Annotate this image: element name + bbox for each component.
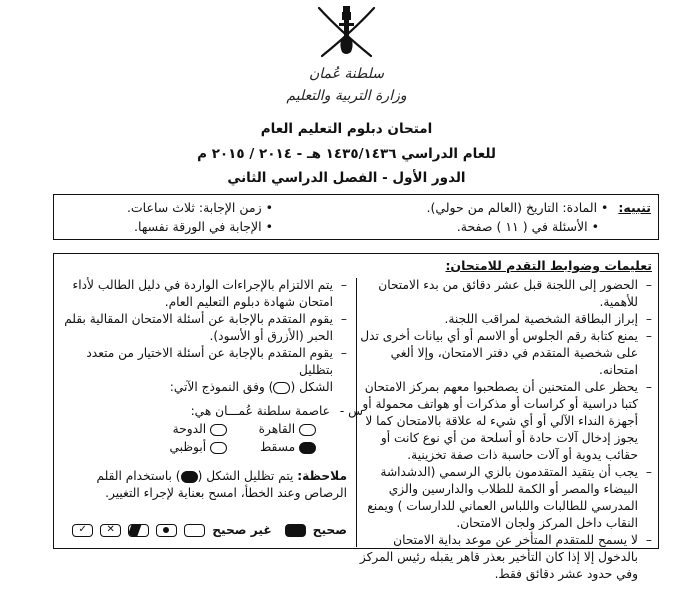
notice-pages: الأسئلة في ( ١١ ) صفحة. [456, 219, 588, 234]
incorrect-label: غير صحيح [212, 523, 272, 537]
sample-partial-dot-icon [156, 524, 177, 537]
sample-half-shaded-icon [128, 524, 149, 537]
notice-line-subject: تنبيه: • المادة: التاريخ (العالم من حولي). [426, 200, 651, 215]
sample-cross-icon: ✕ [100, 524, 121, 537]
rules-title: تعليمات وضوابط التقدم للامتحان: [445, 258, 652, 273]
notice-label: تنبيه: [618, 200, 651, 215]
academic-year: للعام الدراسي ١٤٣٥/١٤٣٦ هـ - ٢٠١٤ / ٢٠١٥ م [197, 146, 496, 162]
bubble-empty-icon [210, 424, 227, 436]
rule-item: – يقوم المتقدم بالإجابة عن أسئلة الاختيار من متعدد بتظليل الشكل () وفق النموذج الآتي: [86, 346, 347, 394]
notice-subject: المادة: التاريخ (العالم من حولي). [426, 200, 598, 215]
rule-item: – يمنع كتابة رقم الجلوس أو الاسم أو أي بيانات أخرى تدل على شخصية المتقدم في دفتر الامتحان، وإلا ألغي امتحانه. [360, 329, 652, 377]
shading-samples [55, 523, 347, 537]
exam-title: امتحان دبلوم التعليم العام [260, 121, 433, 137]
notice-line-pages: • الأسئلة في ( ١١ ) صفحة. [456, 219, 599, 234]
notice-duration: زمن الإجابة: ثلاث ساعات. [126, 200, 262, 215]
notice-line-duration: • زمن الإجابة: ثلاث ساعات. [126, 200, 273, 215]
sample-check-icon: ✓ [72, 524, 93, 537]
rules-left-column [55, 277, 347, 396]
rules-right-column [352, 277, 652, 583]
bubble-empty-icon [210, 442, 227, 454]
bubble-filled-icon [181, 471, 198, 483]
ministry-name: وزارة التربية والتعليم [286, 88, 407, 104]
exam-session: الدور الأول - الفصل الدراسي الثاني [227, 170, 466, 186]
option-muscat: مسقط [260, 440, 316, 454]
rule-item: – إبراز البطاقة الشخصية لمراقب اللجنة. [444, 312, 652, 326]
example-question-text: عاصمة سلطنة عُمـــان هي: [190, 404, 330, 418]
option-cairo: القاهرة [259, 422, 316, 436]
bubble-empty-icon [299, 424, 316, 436]
example-question [191, 404, 363, 418]
rule-item: – يقوم المتقدم بالإجابة عن أسئلة الامتحان المقالية بقلم الحبر (الأزرق أو الأسود). [64, 312, 347, 343]
notice-line-answer: • الإجابة في الورقة نفسها. [134, 219, 273, 234]
correct-label: صحيح [312, 523, 347, 537]
sultanate-name: سلطنة عُمان [308, 66, 385, 82]
note-label: ملاحظة: [297, 469, 347, 483]
notice-answer-location: الإجابة في الورقة نفسها. [134, 219, 262, 234]
rule-item: – يجب أن يتقيد المتقدمون بالزي الرسمي (الدشداشة البيضاء والمصر أو الكمة للطلاب والدارسين والزي المدرسي للطالبات واللباس العماني للدارسات ) ويمنع النقاب داخل المركز ولجان الامتحان. [367, 465, 652, 530]
bubble-filled-icon [299, 442, 316, 454]
oman-emblem-icon [309, 0, 384, 62]
rule-item: – لا يسمح للمتقدم المتأخر عن موعد بداية الامتحان بالدخول إلا إذا كان التأخير بعذر قاهر يقبله رئيس المركز وفي حدود عشر دقائق فقط. [359, 533, 652, 581]
note: ملاحظة: يتم تظليل الشكل () باستخدام القلم الرصاص وعند الخطأ، امسح بعناية لإجراء التغيير. [96, 469, 347, 500]
option-abudhabi: أبوظبي [170, 440, 228, 454]
sample-empty-icon [184, 524, 205, 537]
rule-item: – يحظر على المتحنين أن يصطحبوا معهم بمركز الامتحان كتبا دراسية أو كراسات أو مذكرات أو هواتف محمولة أو أجهزة النداء الآلي أو أي شيء له علاقة بالامتحان كما لا يجوز إدخال آلات حادة أو أسلحة من أي نوع كانت أو حقائب يدوية أو آلات حاسبة ذات صفة تخزينية. [362, 380, 652, 462]
bubble-shape-icon [273, 382, 290, 394]
sample-correct-filled-icon [285, 524, 306, 537]
rule-item: – يتم الالتزام بالإجراءات الواردة في دليل الطالب لأداء امتحان شهادة دبلوم التعليم العام. [72, 278, 347, 309]
option-doha: الدوحة [173, 422, 227, 436]
example-question-label: س - [339, 404, 363, 418]
rule-item: – الحضور إلى اللجنة قبل عشر دقائق من بدء الامتحان للأهمية. [378, 278, 652, 309]
